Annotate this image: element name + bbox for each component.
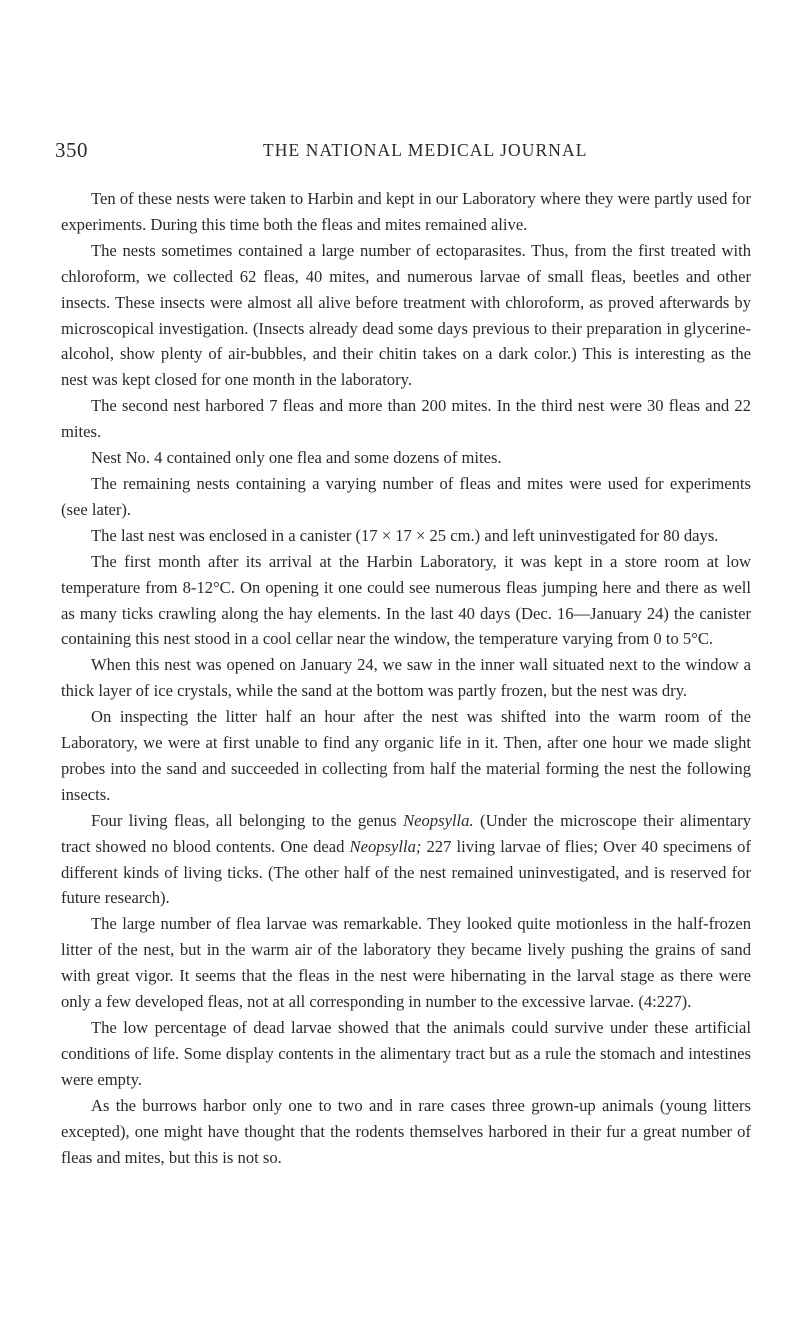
paragraph-text: (Under the microscope their alimentary tract showed no blood contents. One dead: [61, 810, 752, 856]
paragraph: When this nest was opened on January 24, we saw in the inner wall situated next to the window a thick layer of ice crystals, while the sand at the bottom was partly frozen, but the nest was dry.: [61, 655, 751, 701]
paragraph-text: Four living fleas, all belonging to the genus: [91, 810, 404, 830]
article-body: [61, 186, 751, 1170]
paragraph: The large number of flea larvae was remarkable. They looked quite motionless in the half-frozen litter of the nest, but in the warm air of the laboratory they became lively pushing the grains of sand with great vigor. It seems that the fleas in the nest were hibernating in the larval stage as there were only a few developed fleas, not at all corresponding in number to the excessive larvae. (4:227).: [61, 914, 751, 1012]
paragraph: Ten of these nests were taken to Harbin and kept in our Laboratory where they were partly used for experiments. During this time both the fleas and mites remained alive.: [61, 189, 751, 234]
paragraph: As the burrows harbor only one to two and in rare cases three grown-up animals (young litters excepted), one might have thought that the rodents themselves harbored in their fur a great number of fleas and mites, but this is not so.: [61, 1095, 751, 1167]
page-header: [55, 138, 755, 168]
paragraph: The nests sometimes contained a large number of ectoparasites. Thus, from the first treated with chloroform, we collected 62 fleas, 40 mites, and numerous larvae of small fleas, beetles and other insects. These insects were almost all alive before treatment with chloroform, as proved afterwards by microscopical investigation. (Insects already dead some days previous to their preparation in glycerine-alcohol, show plenty of air-bubbles, and their chitin takes on a dark color.) This is interesting as the nest was kept closed for one month in the laboratory.: [61, 240, 751, 390]
paragraph: The first month after its arrival at the Harbin Laboratory, it was kept in a store room at low temperature from 8-12°C. On opening it one could see numerous fleas jumping here and there as well as many ticks crawling along the hay elements. In the last 40 days (Dec. 16—January 24) the canister containing this nest stood in a cool cellar near the window, the temperature varying from 0 to 5°C.: [61, 551, 751, 649]
paragraph: The second nest harbored 7 fleas and more than 200 mites. In the third nest were 30 fleas and 22 mites.: [61, 396, 751, 442]
paragraph-text: 227 living larvae of flies; Over 40 specimens of different kinds of living ticks. (The other half of the nest remained uninvestigated, and is reserved for future research).: [61, 836, 751, 908]
paragraph: The last nest was enclosed in a canister (17 × 17 × 25 cm.) and left uninvestigated for 80 days.: [91, 525, 719, 545]
paragraph: Nest No. 4 contained only one flea and some dozens of mites.: [91, 448, 502, 468]
paragraph: On inspecting the litter half an hour after the nest was shifted into the warm room of the Laboratory, we were at first unable to find any organic life in it. Then, after one hour we made slight probes into the sand and succeeded in collecting from half the material forming the nest the following insects.: [61, 707, 751, 804]
genus-name: Neopsylla.: [403, 810, 474, 830]
running-head: THE NATIONAL MEDICAL JOURNAL: [263, 140, 588, 160]
paragraph: The remaining nests containing a varying number of fleas and mites were used for experiments (see later).: [61, 473, 751, 519]
paragraph: [61, 808, 751, 912]
genus-name: Neopsylla;: [349, 836, 422, 856]
page-number: 350: [55, 138, 88, 162]
paragraph: The low percentage of dead larvae showed that the animals could survive under these artificial conditions of life. Some display contents in the alimentary tract but as a rule the stomach and intestines were empty.: [61, 1018, 751, 1089]
